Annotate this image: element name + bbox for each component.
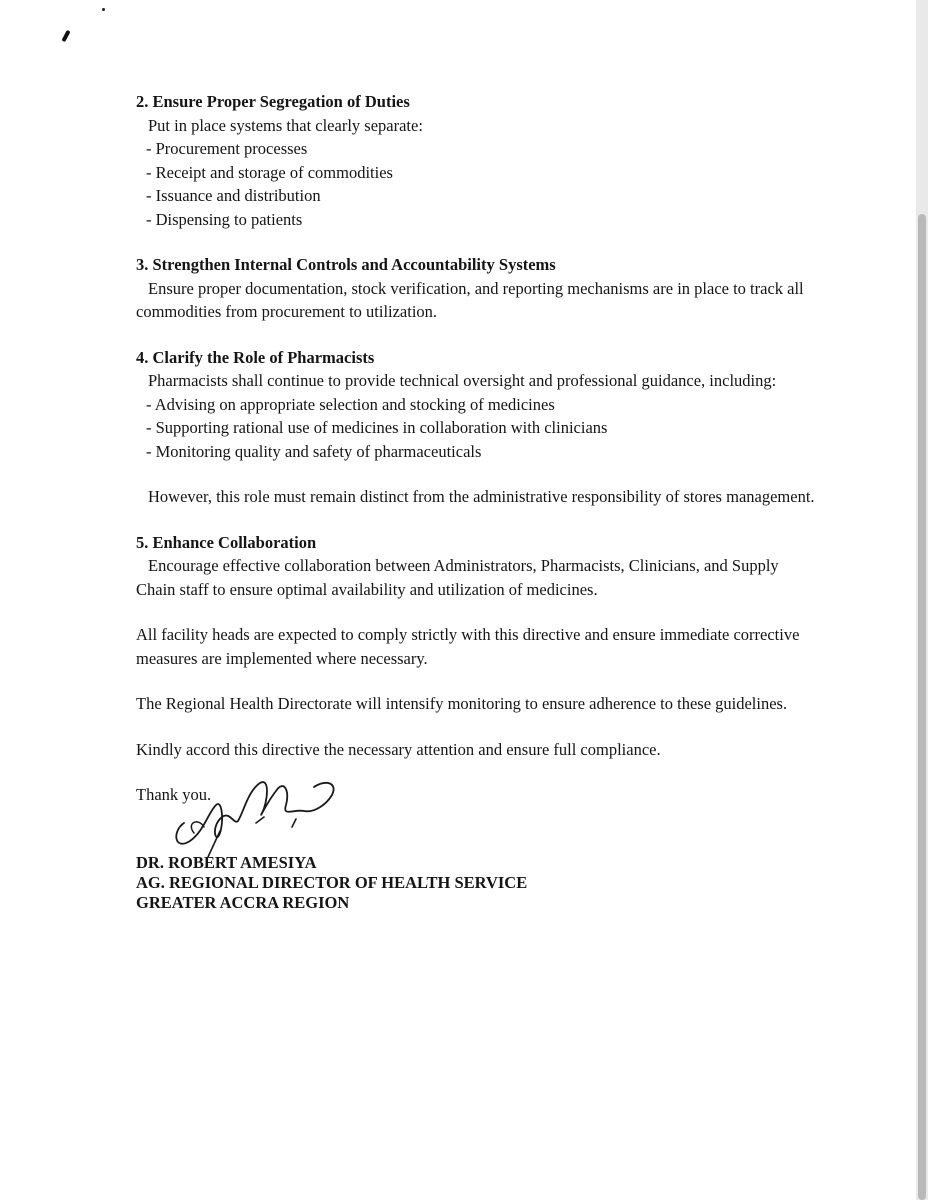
section-intro: Pharmacists shall continue to provide technical oversight and professional guidance, including: (148, 371, 777, 390)
list-item: - Advising on appropriate selection and stocking of medicines (146, 394, 555, 414)
list-item: - Monitoring quality and safety of pharmaceuticals (146, 441, 482, 461)
closing-paragraph: Kindly accord this directive the necessary attention and ensure full compliance. (136, 739, 661, 759)
section-collaboration (136, 531, 816, 602)
scan-dot (102, 8, 105, 11)
section-intro: Put in place systems that clearly separate: (148, 115, 423, 135)
list-item: - Receipt and storage of commodities (146, 162, 393, 182)
section-body: Ensure proper documentation, stock verification, and reporting mechanisms are in place to track all commodities from procurement to utilization. (136, 278, 804, 321)
section-heading: 4. Clarify the Role of Pharmacists (136, 347, 375, 367)
section-internal-controls (136, 253, 816, 324)
closing-paragraph: The Regional Health Directorate will intensify monitoring to ensure adherence to these guidelines. (136, 694, 788, 713)
letter-body (136, 90, 816, 913)
list-item: - Procurement processes (146, 139, 308, 158)
signatory-name: DR. ROBERT AMESIYA (136, 853, 317, 872)
section-note: However, this role must remain distinct from the administrative responsibility of stores management. (148, 487, 815, 506)
signatory-title: AG. REGIONAL DIRECTOR OF HEALTH SERVICE (136, 873, 528, 892)
scan-mark (61, 30, 70, 42)
list-item: - Dispensing to patients (146, 209, 303, 229)
section-heading: 5. Enhance Collaboration (136, 532, 317, 552)
signatory-region: GREATER ACCRA REGION (136, 893, 350, 912)
section-pharmacists (136, 346, 816, 509)
sign-off (136, 783, 816, 853)
list-item: - Supporting rational use of medicines in collaboration with clinicians (146, 418, 608, 437)
closing-paragraph: All facility heads are expected to comply strictly with this directive and ensure immediate corrective measures are implemented where necessary. (136, 625, 800, 668)
handwritten-signature (164, 761, 344, 861)
list-item: - Issuance and distribution (146, 186, 321, 205)
section-heading: 2. Ensure Proper Segregation of Duties (136, 92, 410, 111)
section-segregation (136, 90, 816, 231)
signatory-block (136, 853, 816, 913)
scrollbar-thumb[interactable] (918, 214, 926, 1200)
vertical-scrollbar[interactable] (916, 0, 928, 1200)
section-body: Encourage effective collaboration between Administrators, Pharmacists, Clinicians, and Supply Chain staff to ensure optimal availability and utilization of medicines. (136, 556, 779, 599)
thank-you-text: Thank you. (136, 785, 212, 804)
section-heading: 3. Strengthen Internal Controls and Accountability Systems (136, 255, 556, 274)
